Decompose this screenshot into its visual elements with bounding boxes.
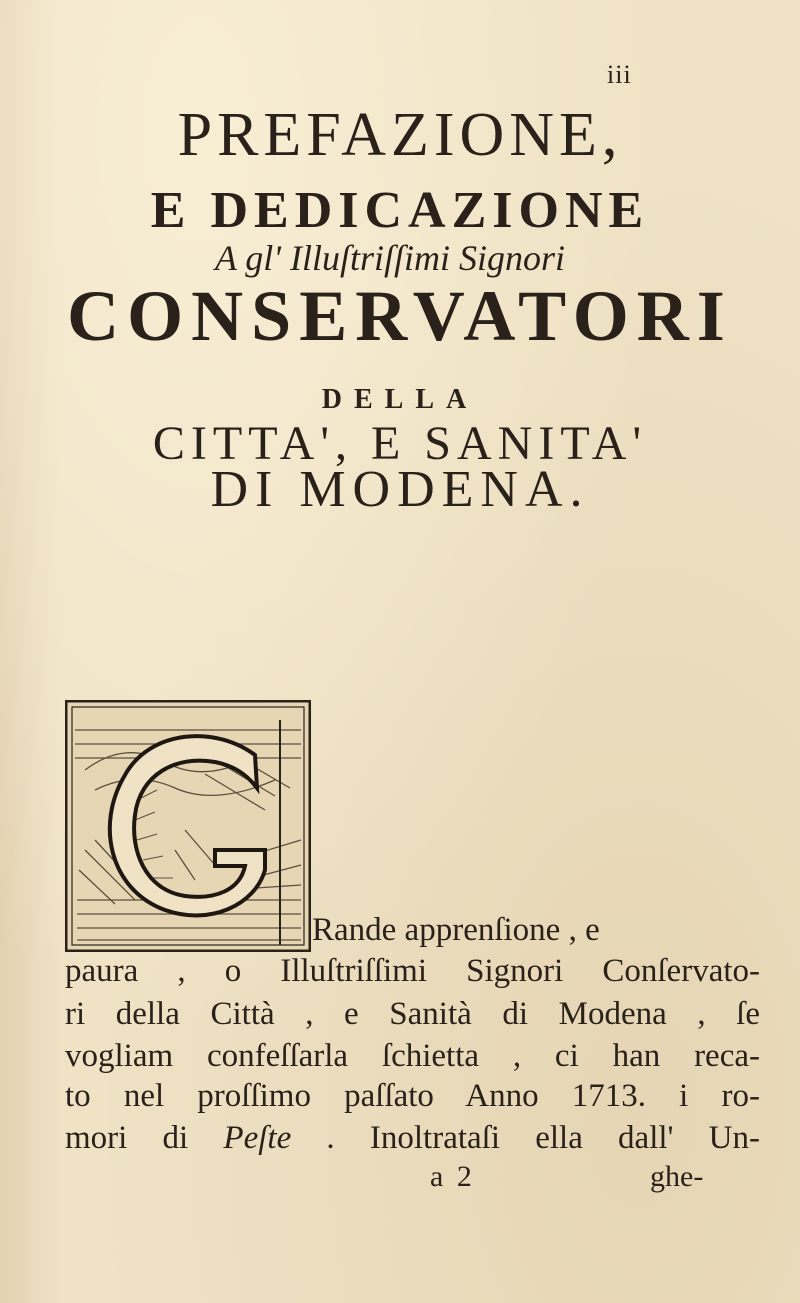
heading-citta-sanita: CITTA', E SANITA' [152,417,648,470]
heading-prefazione: PREFAZIONE, [177,101,623,169]
heading-modena: DI MODENA. [210,461,590,518]
body-line-6-end: . Inoltrataſi ella dall' Un- [291,1120,761,1156]
heading-della: DELLA [321,384,479,415]
page-number: iii [607,60,632,89]
signature-mark: a 2 [430,1160,475,1193]
body-line-6-italic: Peſte [223,1120,292,1156]
heading-dedicazione: E DEDICAZIONE [150,182,650,239]
body-line-6-start: mori di [65,1120,224,1156]
body-line-3: ri della Città , e Sanità di Modena , ſe [65,996,760,1032]
body-line-2: paura , o Illuſtriſſimi Signori Conſervato- [65,953,760,989]
heading-conservatori: CONSERVATORI [67,276,733,356]
decorated-initial-G-icon [65,700,311,952]
body-line-1: Rande apprenſione , e [312,912,600,948]
catchword: ghe- [650,1160,704,1193]
body-line-4: vogliam confeſſarla ſchietta , ci han reca- [65,1038,760,1074]
body-line-6 [65,1122,760,1155]
body-line-5: to nel proſſimo paſſato Anno 1713. i ro- [65,1078,760,1114]
dedication-line: A gl' Illuſtriſſimi Signori [214,238,566,278]
